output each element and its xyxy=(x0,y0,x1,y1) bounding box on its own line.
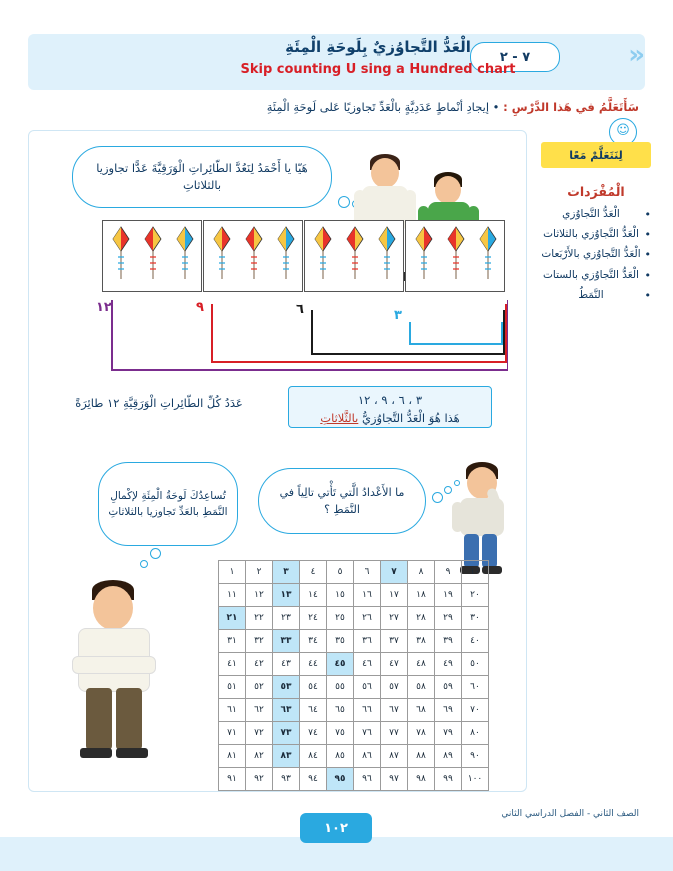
chart-cell[interactable]: ٦٢ xyxy=(246,699,273,722)
chart-cell[interactable]: ٨٩ xyxy=(435,745,462,768)
chart-cell[interactable]: ٣٠ xyxy=(462,607,489,630)
objective-prefix: سَأَتَعَلَّمُ في هَذا الدَّرْسِ : xyxy=(503,100,639,114)
list-item: • النَّمَطُ xyxy=(541,288,651,303)
skip-count-caption-pre: هَذا هُوَ الْعَدُّ التَّجاوُزيُّ xyxy=(358,411,460,426)
speech-bubble-dot xyxy=(338,196,350,208)
speech-bubble-dot xyxy=(444,486,452,494)
chart-cell[interactable]: ٥٦ xyxy=(354,676,381,699)
chart-cell[interactable]: ٨٨ xyxy=(408,745,435,768)
kite-icon xyxy=(206,221,302,289)
chart-cell[interactable]: ٤١ xyxy=(219,653,246,676)
chart-cell[interactable]: ٧٢ xyxy=(246,722,273,745)
chart-cell[interactable]: ١ xyxy=(219,561,246,584)
chart-cell[interactable]: ٥٤ xyxy=(300,676,327,699)
chart-cell[interactable]: ٦٨ xyxy=(408,699,435,722)
chart-cell[interactable]: ٣١ xyxy=(219,630,246,653)
chart-cell[interactable]: ٤٢ xyxy=(246,653,273,676)
vocabulary-title: الْمُفْرَدات xyxy=(567,184,625,199)
skip-count-result-box xyxy=(288,386,492,428)
chart-cell[interactable]: ١١ xyxy=(219,584,246,607)
list-item: • الْعَدُّ التَّجاوُزي بالثلاثات xyxy=(541,227,651,242)
lesson-number-badge: ٧ - ٢ xyxy=(470,42,560,72)
chart-cell[interactable]: ٧٩ xyxy=(435,722,462,745)
chart-cell[interactable]: ٨٤ xyxy=(300,745,327,768)
chart-cell[interactable]: ١٣ xyxy=(273,584,300,607)
chart-cell[interactable]: ٢٣ xyxy=(273,607,300,630)
chart-cell[interactable]: ٦٦ xyxy=(354,699,381,722)
vocabulary-list xyxy=(541,207,651,303)
chart-cell[interactable]: ٦٣ xyxy=(273,699,300,722)
chart-cell[interactable]: ٧٨ xyxy=(408,722,435,745)
chart-cell[interactable]: ٢٥ xyxy=(327,607,354,630)
chart-cell[interactable]: ١٦ xyxy=(354,584,381,607)
list-item: • الْعَدُّ التَّجاوُزي بالستات xyxy=(541,268,651,283)
chart-cell[interactable]: ١٤ xyxy=(300,584,327,607)
skip-count-sequence: ٣ ، ٦ ، ٩ ، ١٢ xyxy=(357,393,422,407)
chart-cell[interactable]: ٢٢ xyxy=(246,607,273,630)
chart-cell[interactable]: ٣ xyxy=(273,561,300,584)
table-row xyxy=(219,584,489,607)
chart-cell[interactable]: ٤٩ xyxy=(435,653,462,676)
chart-cell[interactable]: ٤ xyxy=(300,561,327,584)
chart-cell[interactable]: ٤٧ xyxy=(381,653,408,676)
chart-cell[interactable]: ٤٤ xyxy=(300,653,327,676)
kite-group-box xyxy=(203,220,303,292)
chart-cell[interactable]: ٦٧ xyxy=(381,699,408,722)
speech-bubble-question: ما الأَعْدادُ الَّتي تَأْتي تالِياً في النَّمَطِ ؟ xyxy=(258,468,426,534)
chart-cell[interactable]: ٢٧ xyxy=(381,607,408,630)
chart-cell[interactable]: ٣٦ xyxy=(354,630,381,653)
chart-cell[interactable]: ٦ xyxy=(354,561,381,584)
chart-cell[interactable]: ٧١ xyxy=(219,722,246,745)
skip-count-caption xyxy=(289,409,491,427)
chart-cell[interactable]: ٤٦ xyxy=(354,653,381,676)
chart-cell[interactable]: ٥٥ xyxy=(327,676,354,699)
chart-cell[interactable]: ١٢ xyxy=(246,584,273,607)
speech-bubble-dot xyxy=(140,560,148,568)
speech-bubble-hint: تُساعِدُكَ لَوحَةُ الْمِئَةِ لإكْمالِ النَّمَطِ بالعَدِّ تَجاوزيا بالثلاثاتِ xyxy=(98,462,238,546)
chart-cell[interactable]: ٧٠ xyxy=(462,699,489,722)
chart-cell[interactable]: ٨٠ xyxy=(462,722,489,745)
kite-icon xyxy=(105,221,201,289)
chart-cell[interactable]: ٩٨ xyxy=(408,768,435,791)
chart-cell[interactable]: ٥٠ xyxy=(462,653,489,676)
double-chevron-left-icon: « xyxy=(628,40,639,70)
chart-cell[interactable]: ٧ xyxy=(381,561,408,584)
chart-cell[interactable]: ٦٠ xyxy=(462,676,489,699)
page-title-english: Skip counting U sing a Hundred chart xyxy=(240,62,516,77)
table-row xyxy=(219,630,489,653)
chart-cell[interactable]: ٥٨ xyxy=(408,676,435,699)
hundred-chart xyxy=(218,560,489,791)
speech-bubble-dot xyxy=(432,492,443,503)
chart-cell[interactable]: ٣٧ xyxy=(381,630,408,653)
chart-cell[interactable]: ٥٩ xyxy=(435,676,462,699)
table-row xyxy=(219,722,489,745)
chart-cell[interactable]: ٨٢ xyxy=(246,745,273,768)
chart-cell[interactable]: ٨٥ xyxy=(327,745,354,768)
table-row xyxy=(219,745,489,768)
lets-learn-banner: لِنَتَعَلَّمْ مَعًا xyxy=(541,142,651,168)
chart-cell[interactable]: ٩٩ xyxy=(435,768,462,791)
chart-cell[interactable]: ٤٥ xyxy=(327,653,354,676)
bracket-label: ٣ xyxy=(394,308,402,323)
chart-cell[interactable]: ٥٣ xyxy=(273,676,300,699)
speech-bubble-intro: هَيّا يا أَحْمَدُ لِنَعُدَّ الطّائِراتِ الْوَرَقِيَّةَ عَدًّا تجاوزيا بالثلاثاتِ xyxy=(72,146,332,208)
chart-cell[interactable]: ٨٦ xyxy=(354,745,381,768)
chart-cell[interactable]: ٥٧ xyxy=(381,676,408,699)
chart-cell[interactable]: ٣٢ xyxy=(246,630,273,653)
chart-cell[interactable]: ٩٦ xyxy=(354,768,381,791)
chart-cell[interactable]: ٣٣ xyxy=(273,630,300,653)
chart-cell[interactable]: ٢٩ xyxy=(435,607,462,630)
objective-line xyxy=(69,100,639,114)
chart-cell[interactable]: ٧٤ xyxy=(300,722,327,745)
bracket-label: ٩ xyxy=(196,300,204,315)
kite-group-box xyxy=(102,220,202,292)
chart-cell[interactable]: ٣٨ xyxy=(408,630,435,653)
chart-cell[interactable]: ٧٣ xyxy=(273,722,300,745)
chart-cell[interactable]: ١٠ xyxy=(462,561,489,584)
chart-cell[interactable]: ٦١ xyxy=(219,699,246,722)
table-row xyxy=(219,653,489,676)
table-row xyxy=(219,676,489,699)
chart-cell[interactable]: ٥١ xyxy=(219,676,246,699)
chart-cell[interactable]: ١٥ xyxy=(327,584,354,607)
chart-cell[interactable]: ٩٣ xyxy=(273,768,300,791)
objective-text: • إيجادِ أنْماطٍ عَدَدِيَّةٍ بالْعَدِّ تَجاوزيًا عَلى لَوحَةِ الْمِئَةِ xyxy=(266,100,500,114)
page-title: الْعَدُّ التَّجاوُزيٌ بِلَوحَةِ الْمِئَةِ xyxy=(285,38,471,56)
chart-cell[interactable]: ٢٨ xyxy=(408,607,435,630)
chart-cell[interactable]: ٨١ xyxy=(219,745,246,768)
chart-cell[interactable]: ٢ xyxy=(246,561,273,584)
bracket-label: ٦ xyxy=(296,302,304,317)
chart-cell[interactable]: ٧٧ xyxy=(381,722,408,745)
chart-cell[interactable]: ٩٢ xyxy=(246,768,273,791)
chart-cell[interactable]: ٥٢ xyxy=(246,676,273,699)
table-row xyxy=(219,561,489,584)
chart-cell[interactable]: ٩ xyxy=(435,561,462,584)
chart-cell[interactable]: ٨٧ xyxy=(381,745,408,768)
list-item: • الْعَدُّ التَّجاوُزي بالأَرْبَعات xyxy=(541,247,651,262)
total-kites-text: عَدَدُ كُلِّ الطّائِراتِ الْوَرَقِيَّةِ ١٢ طائِرَةً xyxy=(75,396,243,410)
chart-cell[interactable]: ٧٦ xyxy=(354,722,381,745)
chart-cell[interactable]: ٢١ xyxy=(219,607,246,630)
illustration-teacher xyxy=(62,580,172,760)
chart-cell[interactable]: ٣٤ xyxy=(300,630,327,653)
smiley-face-icon: ☺ xyxy=(609,118,637,146)
chart-cell[interactable]: ٣٩ xyxy=(435,630,462,653)
chart-cell[interactable]: ٨٣ xyxy=(273,745,300,768)
chart-cell[interactable]: ٤٨ xyxy=(408,653,435,676)
chart-cell[interactable]: ٢٠ xyxy=(462,584,489,607)
chart-cell[interactable]: ٤٠ xyxy=(462,630,489,653)
chart-cell[interactable]: ٦٩ xyxy=(435,699,462,722)
table-row xyxy=(219,607,489,630)
chart-cell[interactable]: ٩٧ xyxy=(381,768,408,791)
chart-cell[interactable]: ١٧ xyxy=(381,584,408,607)
list-item: • الْعَدُّ التَّجاوُزي xyxy=(541,207,651,222)
table-row xyxy=(219,699,489,722)
footer-note: الصف الثاني - الفصل الدراسي الثاني xyxy=(501,809,639,819)
kite-icon xyxy=(307,221,403,289)
chart-cell[interactable]: ٥ xyxy=(327,561,354,584)
table-row xyxy=(219,768,489,791)
chart-cell[interactable]: ٧٥ xyxy=(327,722,354,745)
illustration-thinking-boy xyxy=(452,462,522,572)
chart-cell[interactable]: ٤٣ xyxy=(273,653,300,676)
chart-cell[interactable]: ٢٤ xyxy=(300,607,327,630)
chart-cell[interactable]: ٨ xyxy=(408,561,435,584)
sidebar xyxy=(541,128,651,308)
chart-cell[interactable]: ٦٤ xyxy=(300,699,327,722)
chart-cell[interactable]: ٩١ xyxy=(219,768,246,791)
kite-group-box xyxy=(405,220,505,292)
chart-cell[interactable]: ٩٤ xyxy=(300,768,327,791)
chart-cell[interactable]: ١٠٠ xyxy=(462,768,489,791)
chart-cell[interactable]: ٩٥ xyxy=(327,768,354,791)
kite-group-box xyxy=(304,220,404,292)
chart-cell[interactable]: ٩٠ xyxy=(462,745,489,768)
page-number: ١٠٢ xyxy=(300,813,372,843)
chart-cell[interactable]: ١٨ xyxy=(408,584,435,607)
chart-cell[interactable]: ٦٥ xyxy=(327,699,354,722)
chart-cell[interactable]: ١٩ xyxy=(435,584,462,607)
speech-bubble-dot xyxy=(150,548,161,559)
chart-cell[interactable]: ٢٦ xyxy=(354,607,381,630)
bracket-label: ١٢ xyxy=(96,300,112,315)
skip-count-caption-emphasis: بالثَّلاثاتِ xyxy=(320,411,359,426)
kite-icon xyxy=(408,221,504,289)
chart-cell[interactable]: ٣٥ xyxy=(327,630,354,653)
